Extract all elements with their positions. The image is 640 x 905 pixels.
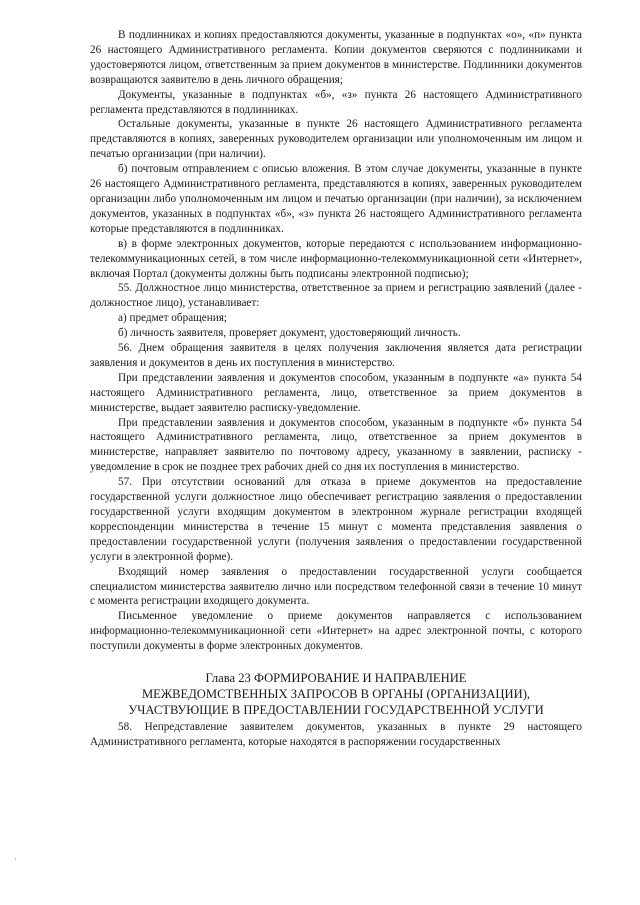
paragraph-56-date-of-appeal: 56. Днем обращения заявителя в целях получения заключения является дата регистрации заявления и документов в день их поступления в министерство. xyxy=(90,342,582,369)
paragraph-documents-in-originals: Документы, указанные в подпунктах «б», «з» пункта 26 настоящего Административного регламента представляются в подлинниках. xyxy=(90,88,582,116)
paragraph-other-documents-copies: Остальные документы, указанные в пункте 26 настоящего Административного регламента представляются в копиях, заверенных руководителем организации или уполномоченным им лицом и печатью организации (при наличии). xyxy=(90,118,582,161)
chapter-heading-line-2: МЕЖВЕДОМСТВЕННЫХ ЗАПРОСОВ В ОРГАНЫ (ОРГАНИЗАЦИИ), xyxy=(141,687,531,702)
paragraph-receipt-option-b: При представлении заявления и документов способом, указанным в подпункте «б» пункта 54 настоящего Административного регламента, лицо, ответственное за прием документов в министерстве, направляет заявителю по почтовому адресу, указанному в заявлении, расписку - уведомление в срок не позднее трех рабочих дней со дня их поступления в министерство. xyxy=(90,416,582,474)
paragraph-incoming-number: Входящий номер заявления о предоставлении государственной услуги сообщается специалистом министерства заявителю лично или посредством телефонной связи в течение 10 минут с момента регистрации входящего документа. xyxy=(90,565,582,608)
list-item-identity-check: б) личность заявителя, проверяет документ, удостоверяющий личность. xyxy=(118,327,461,340)
paragraph-written-notification: Письменное уведомление о приеме документов направляется с использованием информационно-телекоммуникационной сети «Интернет» на адрес электронной почты, с которого поступили документы в форме электронных документов. xyxy=(90,610,582,653)
chapter-heading-line-1: Глава 23 ФОРМИРОВАНИЕ И НАПРАВЛЕНИЕ xyxy=(205,671,467,686)
chapter-heading-line-3: УЧАСТВУЮЩИЕ В ПРЕДОСТАВЛЕНИИ ГОСУДАРСТВЕННОЙ УСЛУГИ xyxy=(128,703,544,718)
document-page xyxy=(90,28,582,750)
paragraph-electronic-documents: в) в форме электронных документов, которые передаются с использованием информационно-телекоммуникационных сетей, в том числе информационно-телекоммуникационной сети «Интернет», включая Портал (документы должны быть подписаны электронной подписью); xyxy=(90,237,582,280)
paragraph-originals-and-copies: В подлинниках и копиях предоставляются документы, указанные в подпунктах «о», «п» пункта 26 настоящего Административного регламента. Копии документов сверяются с подлинниками и удостоверяются лицом, ответственным за прием документов в министерстве. Подлинники документов возвращаются заявителю в день личного обращения; xyxy=(90,29,582,86)
paragraph-58-non-submission: 58. Непредставление заявителем документов, указанных в пункте 29 настоящего Административного регламента, которые находятся в распоряжении государственных xyxy=(90,721,582,748)
paragraph-55-official-establishes: 55. Должностное лицо министерства, ответственное за прием и регистрацию заявлений (далее - должностное лицо), устанавливает: xyxy=(90,282,582,310)
scan-margin-mark: · xyxy=(14,855,17,865)
chapter-heading xyxy=(90,670,582,718)
paragraph-receipt-option-a: При представлении заявления и документов способом, указанным в подпункте «а» пункта 54 настоящего Административного регламента, лицо, ответственное за прием документов в министерстве, выдает заявителю расписку-уведомление. xyxy=(90,371,582,414)
list-item-subject-of-appeal: а) предмет обращения; xyxy=(118,312,227,325)
paragraph-postal-delivery: б) почтовым отправлением с описью вложения. В этом случае документы, указанные в пункте 26 настоящего Административного регламента, представляются в копиях, заверенных руководителем организации либо уполномоченным им лицом и печатью организации (при наличии), за исключением документов, указанных в подпунктах «б», «з» пункта 26 настоящего Административного регламента которые представляются в подлинниках. xyxy=(90,163,582,235)
paragraph-57-registration: 57. При отсутствии оснований для отказа в приеме документов на предоставление государственной услуги должностное лицо обеспечивает регистрацию заявления о предоставлении государственной услуги входящим документом в электронном журнале регистрации входящей корреспонденции министерства в течение 15 минут с момента представления заявления о предоставлении государственной услуги (получения заявления о предоставлении государственной услуги в электронной форме). xyxy=(90,476,582,563)
